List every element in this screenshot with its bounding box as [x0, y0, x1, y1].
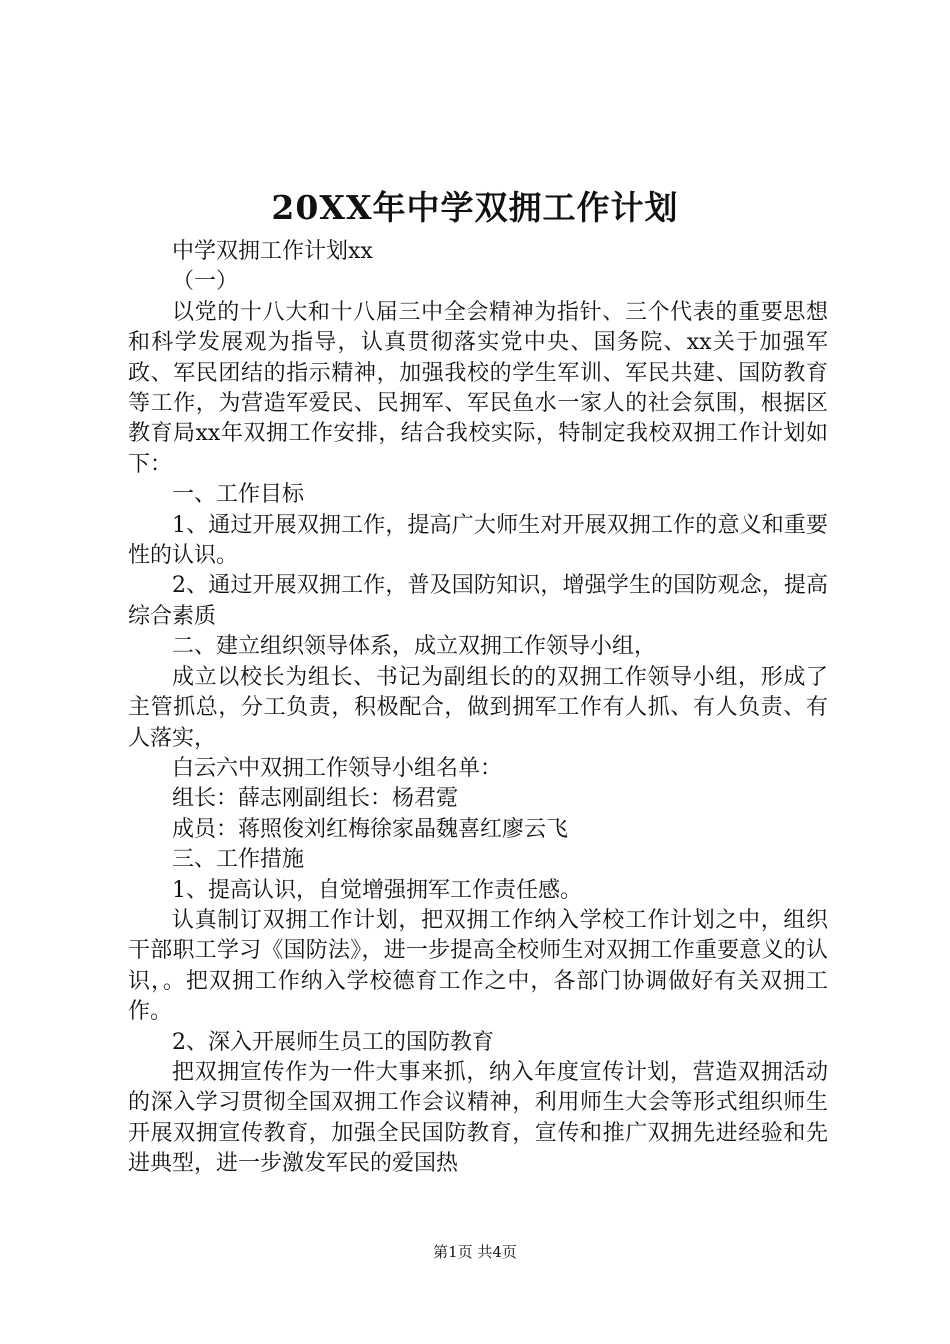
paragraph-measure-2: 2、深入开展师生员工的国防教育 [172, 1029, 494, 1055]
heading-work-goals: 一、工作目标 [172, 482, 305, 508]
page-footer: 第1页 共4页 [433, 1243, 517, 1261]
paragraph-group-members: 成员：蒋照俊刘红梅徐家晶魏喜红廖云飞 [172, 816, 569, 842]
paragraph-intro: 以党的十八大和十八届三中全会精神为指针、三个代表的重要思想和科学发展观为指导，认真贯彻落实党中央、国务院、xx关于加强军政、军民团结的指示精神，加强我校的学生军训、军民共建、国防教育等工作，为营造军爱民、民拥军、军民鱼水一家人的社会氛围，根据区教育局xx年双拥工作安排，结合我校实际，特制定我校双拥工作计划如下： [128, 299, 828, 477]
heading-organization: 二、建立组织领导体系，成立双拥工作领导小组， [172, 634, 657, 660]
paragraph-goal-1: 1、通过开展双拥工作，提高广大师生对开展双拥工作的意义和重要性的认识。 [128, 512, 828, 569]
document-body [128, 237, 828, 1180]
paragraph-section-number: （一） [172, 269, 239, 295]
paragraph-organization: 成立以校长为组长、书记为副组长的的双拥工作领导小组，形成了主管抓总，分工负责，积极配合，做到拥军工作有人抓、有人负责、有人落实， [128, 664, 828, 751]
paragraph-group-leaders: 组长：薛志刚副组长：杨君霓 [172, 786, 459, 812]
paragraph-measure-1-detail: 认真制订双拥工作计划，把双拥工作纳入学校工作计划之中，组织干部职工学习《国防法》，进一步提高全校师生对双拥工作重要意义的认识，。把双拥工作纳入学校德育工作之中，各部门协调做好有关双拥工作。 [128, 907, 828, 1025]
paragraph-subtitle: 中学双拥工作计划xx [172, 239, 373, 264]
paragraph-measure-2-detail: 把双拥宣传作为一件大事来抓，纳入年度宣传计划，营造双拥活动的深入学习贯彻全国双拥工作会议精神，利用师生大会等形式组织师生开展双拥宣传教育，加强全民国防教育，宣传和推广双拥先进经验和先进典型，进一步激发军民的爱国热 [128, 1059, 828, 1177]
document-title: 20XX年中学双拥工作计划 [271, 188, 679, 227]
paragraph-group-list-title: 白云六中双拥工作领导小组名单： [172, 755, 503, 781]
paragraph-goal-2: 2、通过开展双拥工作，普及国防知识，增强学生的国防观念，提高综合素质 [128, 573, 828, 629]
heading-work-measures: 三、工作措施 [172, 847, 305, 873]
paragraph-measure-1: 1、提高认识，自觉增强拥军工作责任感。 [172, 877, 582, 903]
